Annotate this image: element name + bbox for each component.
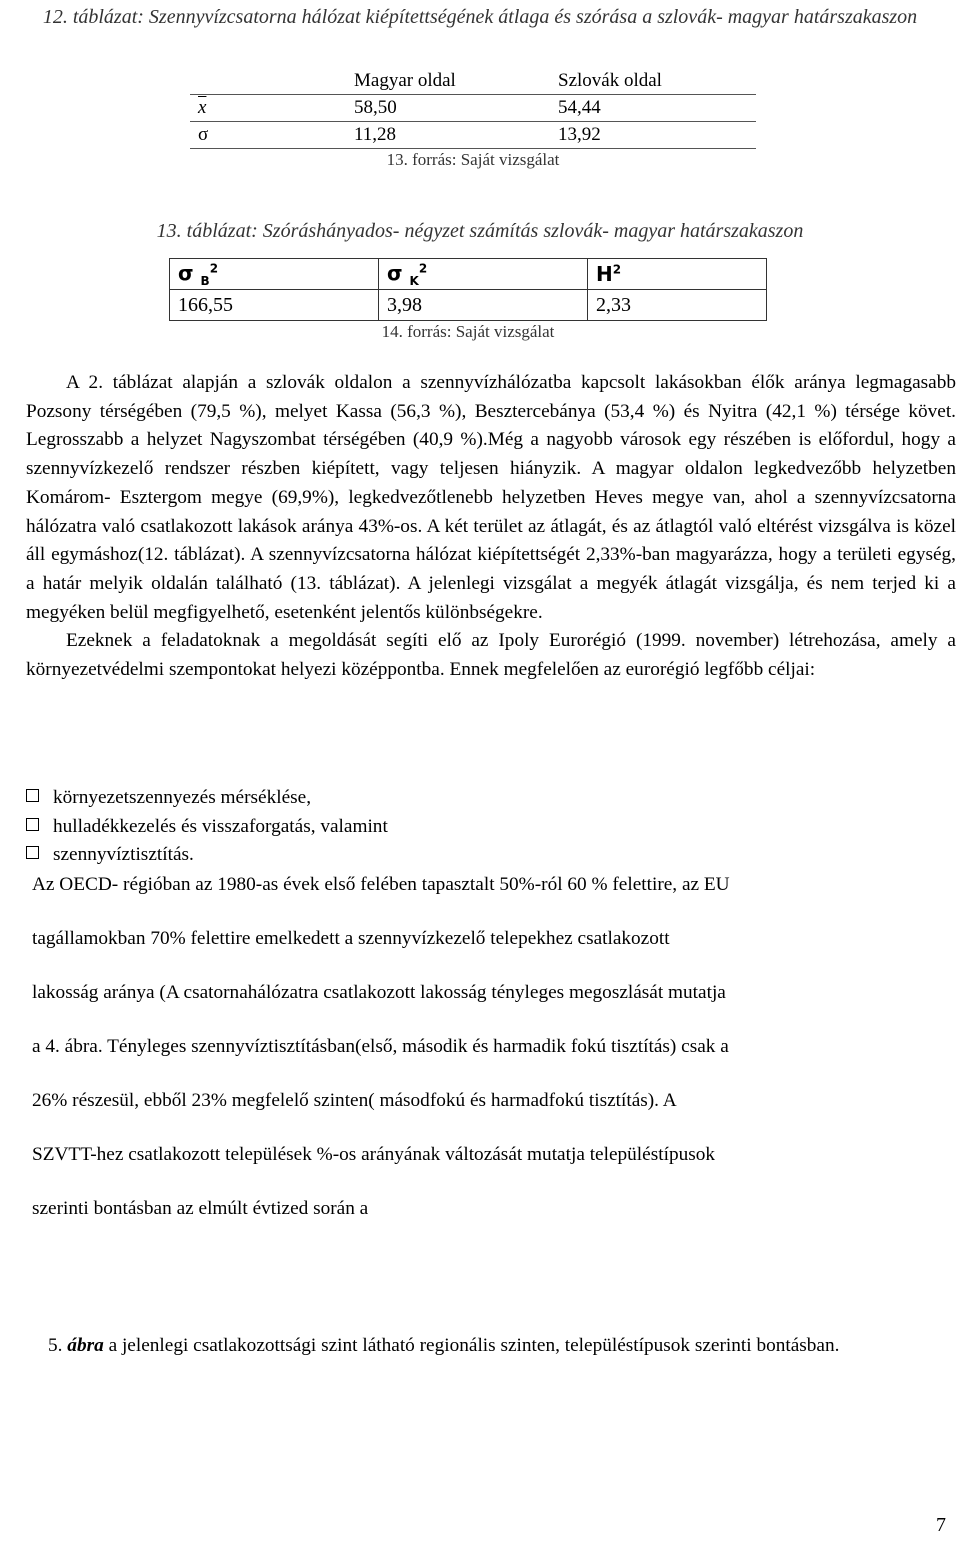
table-cell: 54,44	[558, 97, 601, 118]
table-row	[170, 290, 767, 321]
figure-word: ábra	[67, 1335, 104, 1356]
table-cell: 11,28	[354, 124, 397, 145]
table-row	[190, 68, 756, 95]
table12	[190, 68, 756, 149]
text-line: a 4. ábra. Tényleges szennyvíztisztításban(első, második és harmadik fokú tisztítás) csak a	[32, 1036, 729, 1057]
column-header: $H^2$	[588, 259, 767, 290]
list-item: hulladékkezelés és visszaforgatás, valamint	[26, 813, 926, 842]
list-item: szennyvíztisztítás.	[26, 841, 926, 870]
table-row	[190, 122, 756, 149]
text-line: tagállamokban 70% felettire emelkedett a szennyvízkezelő telepekhez csatlakozott	[32, 928, 670, 949]
table-row	[170, 259, 767, 290]
sd-symbol: σ	[198, 124, 209, 145]
mean-symbol: $\overline{x}$	[198, 97, 207, 118]
table-row	[190, 95, 756, 122]
double-spaced-paragraph	[32, 858, 952, 1236]
text-line: szerinti bontásban az elmúlt évtized során a	[32, 1198, 369, 1219]
table12-source: 13. forrás: Saját vizsgálat	[386, 150, 560, 169]
checkbox-bullet-icon	[26, 818, 39, 831]
table-cell: 13,92	[558, 124, 601, 145]
table-cell: 2,33	[588, 290, 767, 321]
text-line: lakosság aránya (A csatornahálózatra csatlakozott lakosság tényleges megoszlását mutatja	[32, 982, 726, 1003]
figure-reference-paragraph: 5. ábra a jelenlegi csatlakozottsági szint látható regionális szinten, településtípusok szerinti bontásban.	[48, 1335, 840, 1356]
column-header: Magyar oldal	[354, 70, 456, 91]
table-cell: 166,55	[170, 290, 379, 321]
paragraph: A 2. táblázat alapján a szlovák oldalon a szennyvízhálózatba kapcsolt lakásokban élők aránya legmagasabb Pozsony térségében (79,5 %), melyet Kassa (56,3 %), Besztercebánya (53,4 %) és Nyitra (42,1 %) térsége követ. Legrosszabb a helyzet Nagyszombat térségében (40,9 %).Még a nagyobb városok egy részében is előfordul, hogy a szennyvízkezelő rendszer részben kiépített, vagy teljesen hiányzik. A magyar oldalon legkedvezőbb helyzetben Komárom- Esztergom megye (69,9%), legkedvezőtlenebb helyzetben Heves megye van, ahol a szennyvízcsatorna hálózatra való csatlakozott lakások aránya 43%-os. A két terület az átlagát, és az átlagtól való eltérést vizsgálva is közel áll egymáshoz(12. táblázat). A szennyvízcsatorna hálózat kiépítettségét 2,33%-ban magyarázza, hogy a területi egység, a határ melyik oldalán található (13. táblázat). A jelenlegi vizsgálat a megyék átlagát vizsgálja, és nem terjed ki a megyéken belül megfigyelhető, esetenként jelentős különbségekre.	[26, 372, 956, 623]
list-item: környezetszennyezés mérséklése,	[26, 784, 926, 813]
checkbox-bullet-icon	[26, 789, 39, 802]
column-header: σ $_K^2$	[379, 259, 588, 290]
table13-source: 14. forrás: Saját vizsgálat	[381, 322, 555, 341]
column-header: Szlovák oldal	[558, 70, 662, 91]
text-line: Az OECD- régióban az 1980-as évek első felében tapasztalt 50%-ról 60 % felettire, az EU	[32, 874, 730, 895]
body-text	[26, 369, 956, 685]
paragraph: Ezeknek a feladatoknak a megoldását segíti elő az Ipoly Eurorégió (1999. november) létrehozása, amely a környezetvédelmi szempontokat helyezi középpontba. Ennek megfelelően az eurorégió legfőbb céljai:	[26, 630, 956, 681]
column-header: σ $_B^2$	[170, 259, 379, 290]
table-cell: 3,98	[379, 290, 588, 321]
page-number: 7	[936, 1514, 946, 1536]
table13	[169, 258, 767, 321]
text-line: 26% részesül, ebből 23% megfelelő szinten( másodfokú és harmadfokú tisztítás). A	[32, 1090, 677, 1111]
table13-caption: 13. táblázat: Szóráshányados- négyzet számítás szlovák- magyar határszakaszon	[156, 220, 804, 242]
text-line: SZVTT-hez csatlakozott települések %-os arányának változását mutatja településtípusok	[32, 1144, 716, 1165]
table12-caption: 12. táblázat: Szennyvízcsatorna hálózat kiépítettségének átlaga és szórása a szlovák- magyar határszakaszon	[42, 6, 918, 28]
table-cell: 58,50	[354, 97, 397, 118]
